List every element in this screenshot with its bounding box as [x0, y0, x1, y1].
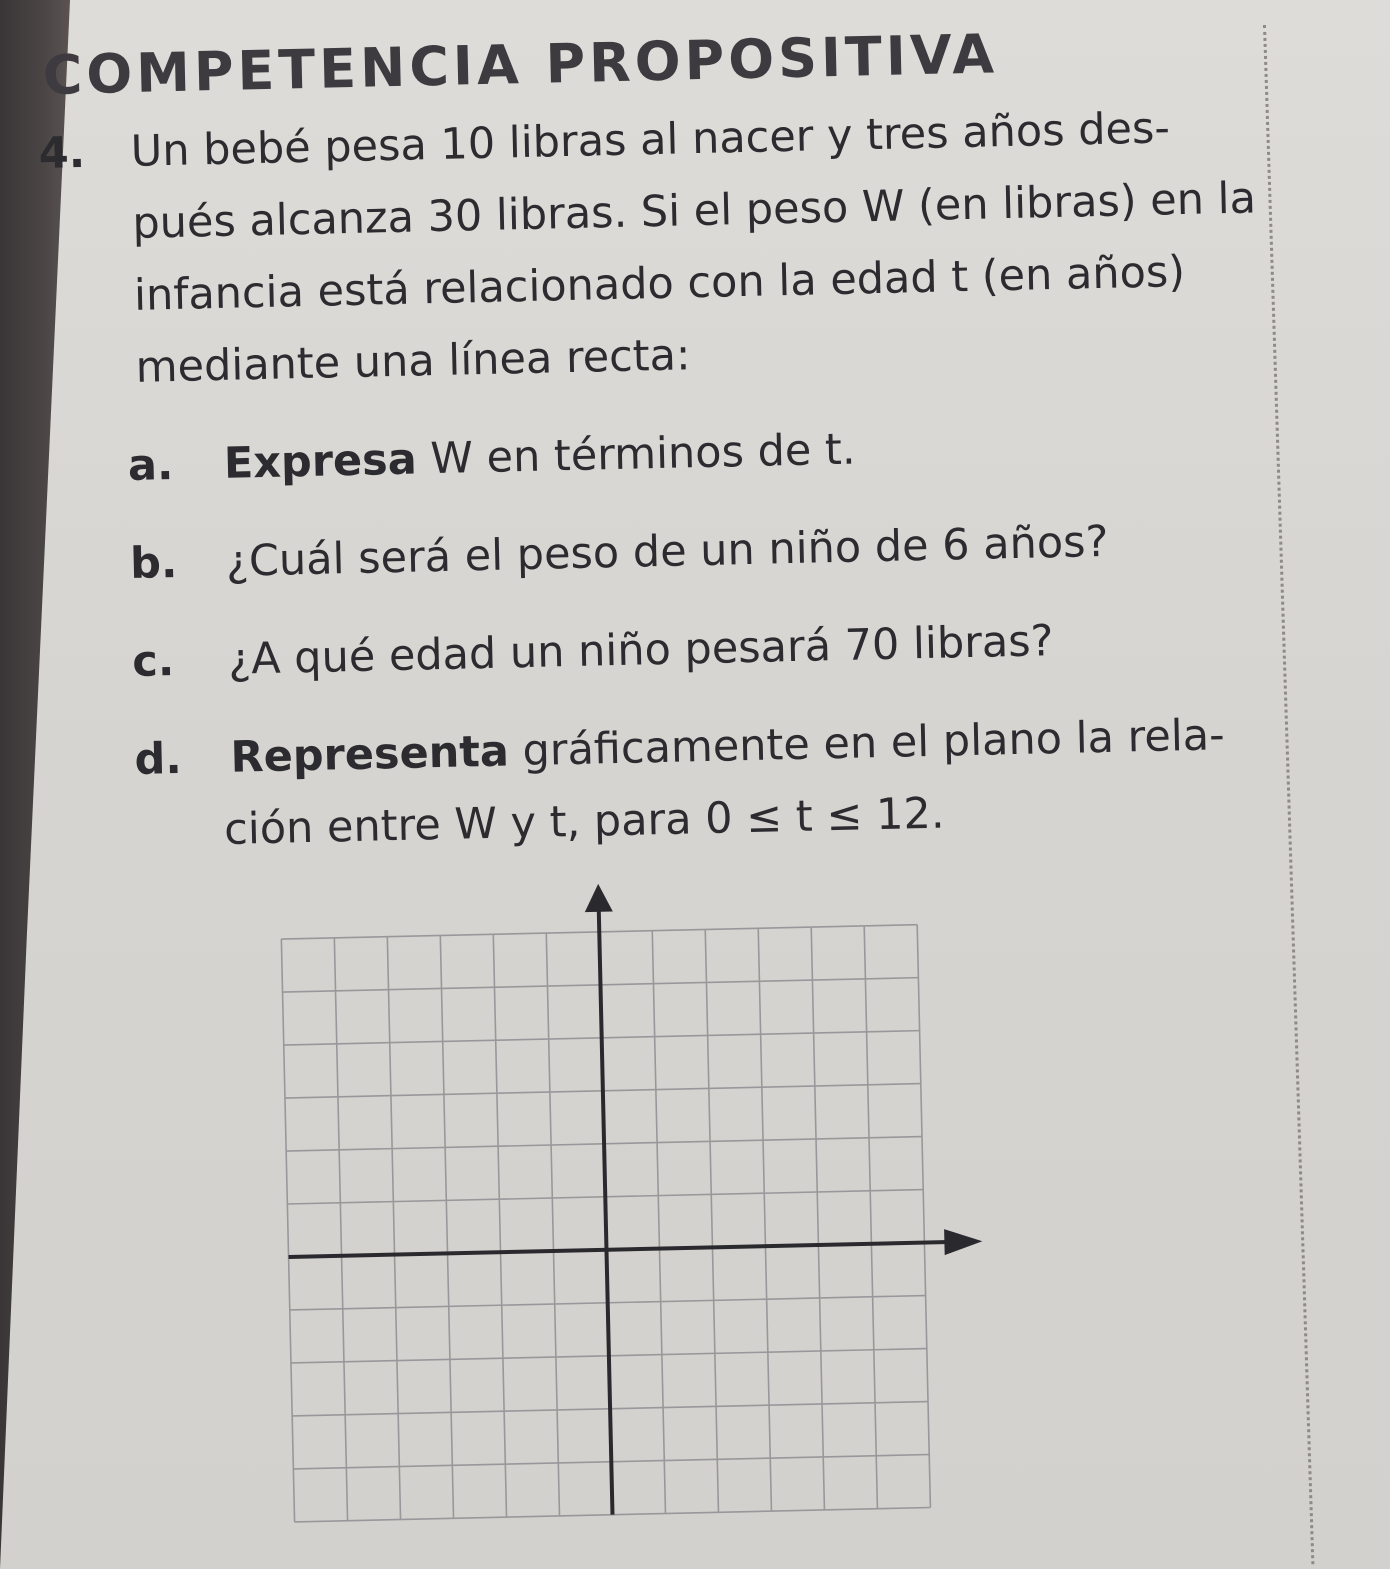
question-b — [47, 502, 1278, 602]
grid-line-vertical — [334, 938, 347, 1521]
problem-line-2: pués alcanza 30 libras. Si el peso W (en libras) en la — [131, 173, 1257, 249]
grid-line-vertical — [281, 939, 294, 1522]
question-b-text: ¿Cuál será el peso de un niño de 6 años? — [225, 516, 1109, 587]
problem-number: 4. — [38, 127, 86, 179]
vertical-axis — [599, 907, 613, 1515]
question-d-verb: Representa — [229, 726, 510, 783]
question-b-letter: b. — [129, 537, 178, 590]
question-c — [50, 600, 1281, 700]
grid-line-vertical — [917, 925, 930, 1508]
question-c-letter: c. — [131, 636, 175, 687]
grid-line-vertical — [546, 933, 559, 1516]
arrow-up-icon — [584, 884, 613, 913]
grid-line-vertical — [758, 928, 771, 1511]
horizontal-axis — [289, 1242, 955, 1257]
grid-line-vertical — [864, 926, 877, 1509]
section-heading: COMPETENCIA PROPOSITIVA — [42, 22, 999, 107]
question-d-continuation: ción entre W y t, para 0 ≤ t ≤ 12. — [223, 788, 946, 855]
grid-line-vertical — [440, 935, 453, 1518]
arrow-right-icon — [944, 1228, 983, 1255]
grid-line-vertical — [705, 929, 718, 1512]
problem-line-3: infancia está relacionado con la edad t (en años) — [133, 247, 1186, 321]
question-c-text: ¿A qué edad un niño pesará 70 libras? — [227, 616, 1054, 685]
grid-line-vertical — [811, 927, 824, 1510]
grid-line-vertical — [387, 937, 400, 1520]
problem-line-4: mediante una línea recta: — [135, 330, 691, 393]
question-a — [45, 404, 1276, 504]
grid-line-vertical — [652, 931, 665, 1514]
problem-line-1: 4. Un bebé pesa 10 libras al nacer y tres años des- — [38, 90, 1269, 190]
coordinate-plane — [240, 863, 995, 1540]
question-a-letter: a. — [127, 440, 174, 492]
problem-block — [38, 90, 1285, 870]
question-a-text: W en términos de t. — [416, 424, 857, 485]
question-d-letter: d. — [134, 733, 183, 785]
question-a-verb: Expresa — [223, 434, 418, 489]
question-d-text: gráficamente en el plano la rela- — [508, 710, 1226, 777]
grid-line-vertical — [493, 934, 506, 1517]
